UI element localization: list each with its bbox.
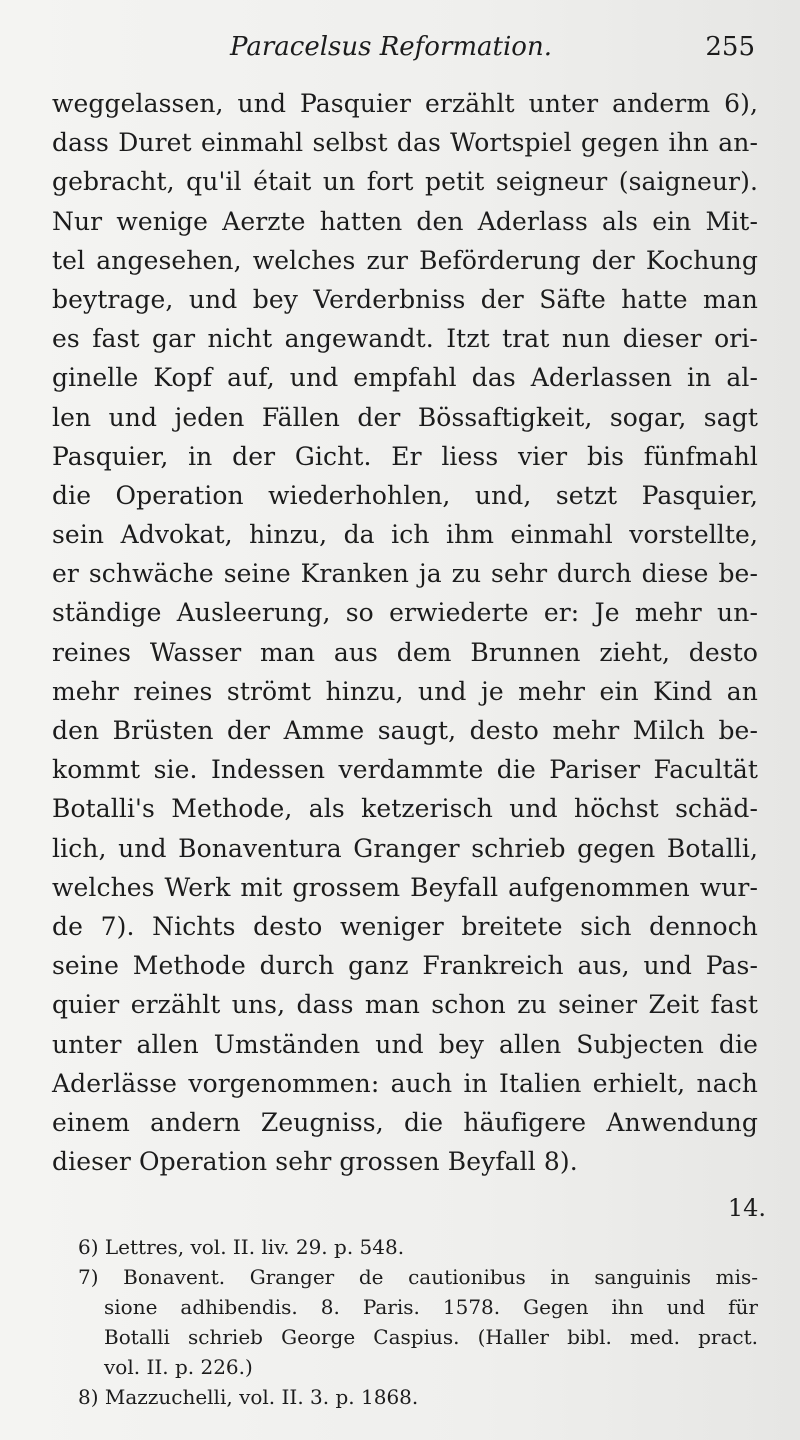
text-line: welches Werk mit grossem Beyfall aufgenommen wur- <box>52 872 758 902</box>
text-line: quier erzählt uns, dass man schon zu seiner Zeit fast <box>52 990 758 1020</box>
footnote-line: 8) Mazzuchelli, vol. II. 3. p. 1868. <box>78 1385 419 1409</box>
footnote-line: Botalli schrieb George Caspius. (Haller bibl. med. pract. <box>104 1325 758 1349</box>
text-line: dieser Operation sehr grossen Beyfall 8). <box>52 1147 578 1177</box>
text-line: sein Advokat, hinzu, da ich ihm einmahl vorstellte, <box>52 520 758 550</box>
text-line: lich, und Bonaventura Granger schrieb gegen Botalli, <box>52 833 758 863</box>
body-text <box>52 84 758 1181</box>
text-line: weggelassen, und Pasquier erzählt unter anderm 6), <box>52 89 758 118</box>
footnotes <box>78 1232 758 1412</box>
text-line: len und jeden Fällen der Bössaftigkeit, sogar, sagt <box>52 402 758 432</box>
footnote-line: 7) Bonavent. Granger de cautionibus in sanguinis mis- <box>78 1265 758 1289</box>
text-line: mehr reines strömt hinzu, und je mehr ein Kind an <box>52 676 758 706</box>
text-line: den Brüsten der Amme saugt, desto mehr Milch be- <box>52 716 758 745</box>
text-line: Aderlässe vorgenommen: auch in Italien erhielt, nach <box>52 1068 758 1098</box>
footnote-line: 6) Lettres, vol. II. liv. 29. p. 548. <box>78 1235 405 1259</box>
text-line: Pasquier, in der Gicht. Er liess vier bis fünfmahl <box>52 441 758 471</box>
footnote-line: sione adhibendis. 8. Paris. 1578. Gegen ihn und für <box>104 1295 758 1319</box>
text-line: es fast gar nicht angewandt. Itzt trat nun dieser ori- <box>52 324 758 354</box>
running-head <box>50 30 765 70</box>
catchword: 14. <box>727 1194 766 1222</box>
text-line: die Operation wiederhohlen, und, setzt Pasquier, <box>52 480 758 510</box>
text-line: er schwäche seine Kranken ja zu sehr durch diese be- <box>52 559 758 589</box>
text-line: unter allen Umständen und bey allen Subjecten die <box>52 1029 758 1059</box>
text-line: ginelle Kopf auf, und empfahl das Aderlassen in al- <box>52 363 758 393</box>
text-line: Botalli's Methode, als ketzerisch und höchst schäd- <box>52 794 758 824</box>
text-line: reines Wasser man aus dem Brunnen zieht, desto <box>52 637 758 667</box>
text-line: gebracht, qu'il était un fort petit seigneur (saigneur). <box>52 167 758 197</box>
text-line: beytrage, und bey Verderbniss der Säfte hatte man <box>52 284 758 314</box>
running-title: Paracelsus Reformation. <box>230 32 552 62</box>
text-line: Nur wenige Aerzte hatten den Aderlass als ein Mit- <box>52 206 758 236</box>
page-number: 255 <box>705 32 755 62</box>
text-line: tel angesehen, welches zur Beförderung der Kochung <box>52 245 758 275</box>
text-line: dass Duret einmahl selbst das Wortspiel gegen ihn an- <box>52 128 758 158</box>
text-line: einem andern Zeugniss, die häufigere Anwendung <box>52 1107 758 1137</box>
text-line: de 7). Nichts desto weniger breitete sich dennoch <box>52 911 758 941</box>
text-line: seine Methode durch ganz Frankreich aus, und Pas- <box>52 951 758 981</box>
footnote-line: vol. II. p. 226.) <box>104 1355 253 1379</box>
text-line: ständige Ausleerung, so erwiederte er: Je mehr un- <box>52 598 758 628</box>
text-line: kommt sie. Indessen verdammte die Pariser Facultät <box>52 755 758 785</box>
